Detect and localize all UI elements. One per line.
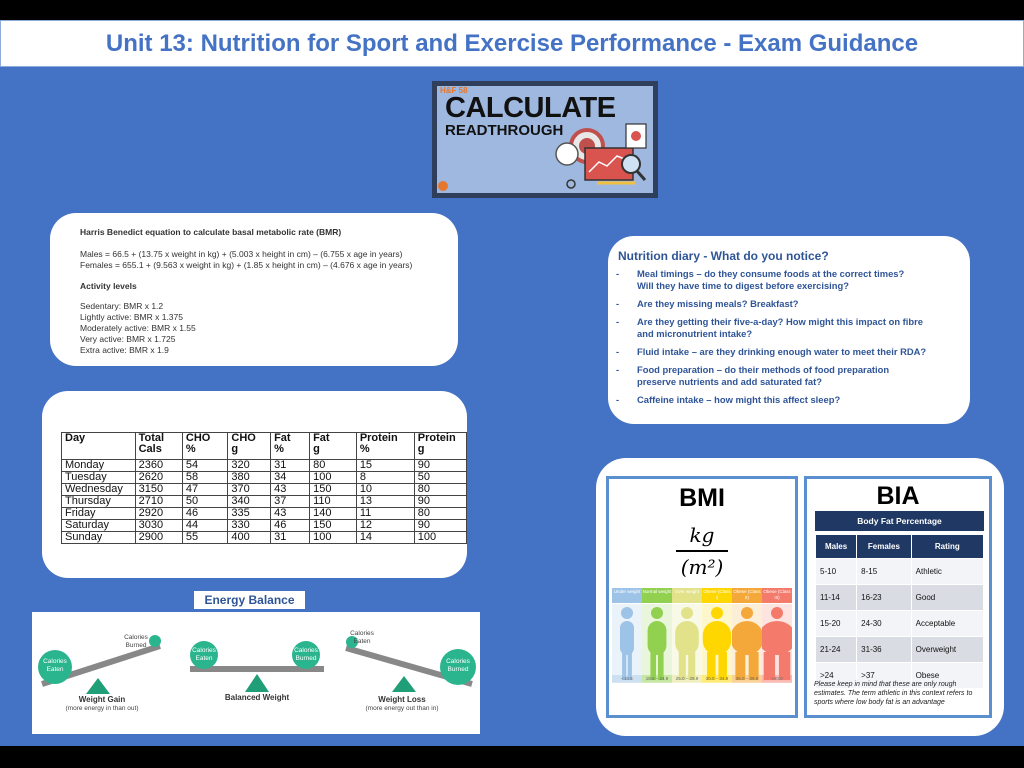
graphic-heading: CALCULATE bbox=[445, 92, 616, 124]
activity-heading: Activity levels bbox=[80, 281, 137, 291]
table-cell: 54 bbox=[182, 460, 228, 472]
header-text: % bbox=[274, 443, 284, 455]
header-text: Day bbox=[65, 432, 86, 444]
table-row bbox=[62, 532, 467, 544]
table-header-cell bbox=[271, 433, 310, 460]
table-cell: Tuesday bbox=[62, 472, 136, 484]
table-cell: 140 bbox=[310, 508, 357, 520]
table-cell: 400 bbox=[228, 532, 271, 544]
table-cell: 8 bbox=[356, 472, 414, 484]
loss-burned-label: Calories Burned bbox=[446, 658, 470, 673]
activity-level: Lightly active: BMR x 1.375 bbox=[80, 312, 183, 322]
page-title: Unit 13: Nutrition for Sport and Exercise Performance - Exam Guidance bbox=[0, 20, 1024, 67]
table-cell: 90 bbox=[414, 496, 466, 508]
table-row bbox=[62, 472, 467, 484]
bullet-dash: - bbox=[616, 268, 620, 279]
table-header-cell bbox=[414, 433, 466, 460]
bmr-males-equation: Males = 66.5 + (13.75 x weight in kg) + (5.003 x height in cm) – (6.755 x age in years) bbox=[80, 249, 403, 259]
gain-burned-label: Calories Burned bbox=[124, 634, 148, 649]
table-row bbox=[62, 484, 467, 496]
bmi-range-label: 25.0 – 29.9 bbox=[672, 675, 702, 683]
bmi-title: BMI bbox=[679, 484, 725, 512]
table-cell: 55 bbox=[182, 532, 228, 544]
weight-loss-title: Weight Loss bbox=[378, 695, 426, 704]
table-header-row bbox=[62, 433, 467, 460]
bia-note: Please keep in mind that these are only rough estimates. The term athletic in this context refers to sports where low body fat is an advantage bbox=[814, 681, 973, 706]
body-figure-icon bbox=[642, 604, 672, 682]
bia-card bbox=[804, 476, 992, 718]
table-cell: 43 bbox=[271, 484, 310, 496]
diary-question-line: Fluid intake – are they drinking enough water to meet their RDA? bbox=[637, 346, 927, 357]
table-cell: 2920 bbox=[135, 508, 182, 520]
table-cell: 340 bbox=[228, 496, 271, 508]
bmi-category-row bbox=[612, 588, 792, 603]
diary-question-line: Meal timings – do they consume foods at the correct times? bbox=[637, 268, 905, 279]
header-text: Fat bbox=[313, 432, 330, 444]
bmi-range-label: 18.5 – 24.9 bbox=[642, 675, 672, 683]
bia-cell: Athletic bbox=[911, 559, 983, 585]
table-cell: 50 bbox=[182, 496, 228, 508]
header-text: Protein bbox=[359, 432, 398, 444]
energy-balance-illustration bbox=[32, 612, 480, 734]
body-figure-icon bbox=[702, 604, 732, 682]
balanced-weight-title: Balanced Weight bbox=[224, 693, 290, 702]
table-cell: Thursday bbox=[62, 496, 136, 508]
bmi-range-label: 35.0 – 39.9 bbox=[732, 675, 762, 683]
bmi-category-label: Obese (Class III) bbox=[762, 588, 792, 603]
table-cell: 31 bbox=[271, 532, 310, 544]
diary-question bbox=[616, 364, 961, 388]
body-figure-icon bbox=[762, 604, 792, 682]
table-cell: 150 bbox=[310, 484, 357, 496]
activity-level: Very active: BMR x 1.725 bbox=[80, 334, 176, 344]
diary-question-line: and micronutrient intake? bbox=[637, 328, 753, 339]
calculate-readthrough-graphic bbox=[432, 81, 658, 198]
bia-row bbox=[816, 585, 984, 611]
diary-question bbox=[616, 394, 961, 406]
header-text: g bbox=[313, 443, 320, 455]
table-cell: 44 bbox=[182, 520, 228, 532]
table-cell: 2710 bbox=[135, 496, 182, 508]
table-cell: Saturday bbox=[62, 520, 136, 532]
bullet-dash: - bbox=[616, 316, 620, 327]
gain-eaten-label: Calories Eaten bbox=[43, 658, 67, 673]
bia-header-row bbox=[816, 535, 984, 559]
header-text: Total bbox=[138, 432, 165, 444]
table-cell: 31 bbox=[271, 460, 310, 472]
bia-row bbox=[816, 559, 984, 585]
bottom-black-bar bbox=[0, 746, 1024, 768]
table-cell: 47 bbox=[182, 484, 228, 496]
diary-question-line: Food preparation – do their methods of food preparation bbox=[637, 364, 890, 375]
bmi-category-label: Normal weight bbox=[642, 588, 672, 603]
bullet-dash: - bbox=[616, 346, 620, 357]
bia-cell: 8-15 bbox=[857, 559, 912, 585]
bia-cell: 11-14 bbox=[816, 585, 857, 611]
diary-question-line: Are they getting their five-a-day? How might this impact on fibre bbox=[637, 316, 923, 327]
activity-level: Extra active: BMR x 1.9 bbox=[80, 345, 169, 355]
table-cell: 110 bbox=[310, 496, 357, 508]
calculator-illustration-icon bbox=[437, 86, 653, 193]
bmi-category-label: Under weight bbox=[612, 588, 642, 603]
bia-cell: Overweight bbox=[911, 637, 983, 663]
table-cell: 90 bbox=[414, 460, 466, 472]
table-cell: 380 bbox=[228, 472, 271, 484]
diary-question bbox=[616, 346, 961, 358]
bia-cell: 24-30 bbox=[857, 611, 912, 637]
bmi-category-label: Over weight bbox=[672, 588, 702, 603]
balanced-eaten-label: Calories Eaten bbox=[192, 647, 216, 662]
bmi-figures bbox=[612, 604, 792, 682]
table-cell: 100 bbox=[310, 472, 357, 484]
diary-question bbox=[616, 298, 961, 310]
bia-cell: 5-10 bbox=[816, 559, 857, 585]
diary-question-list bbox=[616, 268, 961, 412]
bmi-category-label: Obese (Class II) bbox=[732, 588, 762, 603]
intake-table-panel bbox=[42, 391, 467, 578]
table-cell: 2360 bbox=[135, 460, 182, 472]
header-text: CHO bbox=[185, 432, 211, 444]
weight-gain-sub: (more energy in than out) bbox=[65, 705, 139, 712]
bia-cell: 31-36 bbox=[857, 637, 912, 663]
bia-cell: 15-20 bbox=[816, 611, 857, 637]
table-cell: Monday bbox=[62, 460, 136, 472]
bullet-dash: - bbox=[616, 394, 620, 405]
table-cell: 11 bbox=[356, 508, 414, 520]
seesaw-icon bbox=[32, 612, 480, 734]
table-row bbox=[62, 496, 467, 508]
table-cell: Friday bbox=[62, 508, 136, 520]
header-text: Fat bbox=[274, 432, 291, 444]
table-cell: 37 bbox=[271, 496, 310, 508]
activity-level: Sedentary: BMR x 1.2 bbox=[80, 301, 164, 311]
table-cell: 43 bbox=[271, 508, 310, 520]
bia-title: BIA bbox=[876, 482, 920, 510]
table-cell: 150 bbox=[310, 520, 357, 532]
bmi-range-label: >40.0 bbox=[762, 675, 792, 683]
table-cell: 80 bbox=[414, 484, 466, 496]
bia-cell: Obese bbox=[911, 663, 983, 689]
table-row bbox=[62, 520, 467, 532]
bmr-females-equation: Females = 655.1 + (9.563 x weight in kg) + (1.85 x height in cm) – (4.676 x age in years) bbox=[80, 260, 413, 270]
graphic-tag: H&F 58 bbox=[440, 86, 468, 95]
table-cell: 80 bbox=[310, 460, 357, 472]
bia-header-cell: Rating bbox=[911, 535, 983, 559]
table-cell: 2620 bbox=[135, 472, 182, 484]
top-black-bar bbox=[0, 0, 1024, 20]
table-cell: Sunday bbox=[62, 532, 136, 544]
bia-row bbox=[816, 637, 984, 663]
bmr-panel bbox=[50, 213, 458, 366]
table-cell: 50 bbox=[414, 472, 466, 484]
bia-cell: >37 bbox=[857, 663, 912, 689]
bmi-card bbox=[606, 476, 798, 718]
bmi-formula bbox=[609, 523, 795, 579]
table-cell: 100 bbox=[414, 532, 466, 544]
table-header-cell bbox=[182, 433, 228, 460]
bmr-heading: Harris Benedict equation to calculate basal metabolic rate (BMR) bbox=[80, 227, 342, 237]
table-cell: 34 bbox=[271, 472, 310, 484]
diary-question-line: Will they have time to digest before exercising? bbox=[637, 280, 849, 291]
header-text: % bbox=[359, 443, 370, 455]
table-header-cell bbox=[135, 433, 182, 460]
table-cell: 320 bbox=[228, 460, 271, 472]
diary-question bbox=[616, 316, 961, 340]
table-cell: 100 bbox=[310, 532, 357, 544]
table-row bbox=[62, 508, 467, 520]
body-fat-table bbox=[815, 534, 984, 689]
body-fat-table-title: Body Fat Percentage bbox=[815, 511, 984, 531]
table-cell: 46 bbox=[182, 508, 228, 520]
header-text: Protein bbox=[417, 432, 456, 444]
bmi-numerator: kg bbox=[689, 523, 715, 547]
bmi-category-label: Obese (Class I) bbox=[702, 588, 732, 603]
table-cell: 330 bbox=[228, 520, 271, 532]
bia-cell: >24 bbox=[816, 663, 857, 689]
body-figure-icon bbox=[672, 604, 702, 682]
bmi-range-label: 30.0 – 34.9 bbox=[702, 675, 732, 683]
diary-title: Nutrition diary - What do you notice? bbox=[618, 249, 829, 263]
body-figure-icon bbox=[732, 604, 762, 682]
header-text: % bbox=[185, 443, 196, 455]
table-header-cell bbox=[356, 433, 414, 460]
table-header-cell bbox=[310, 433, 357, 460]
table-header-cell bbox=[62, 433, 136, 460]
table-cell: 2900 bbox=[135, 532, 182, 544]
header-text: CHO bbox=[231, 432, 256, 444]
body-figure-icon bbox=[612, 604, 642, 682]
bia-header-cell: Males bbox=[816, 535, 857, 559]
table-cell: 90 bbox=[414, 520, 466, 532]
bia-cell: 21-24 bbox=[816, 637, 857, 663]
bullet-dash: - bbox=[616, 298, 620, 309]
table-header-cell bbox=[228, 433, 271, 460]
bia-cell: Acceptable bbox=[911, 611, 983, 637]
header-text: g bbox=[231, 443, 239, 455]
table-cell: 80 bbox=[414, 508, 466, 520]
fraction-bar bbox=[676, 550, 728, 552]
weekly-intake-table bbox=[61, 432, 467, 544]
table-cell: 58 bbox=[182, 472, 228, 484]
table-cell: 14 bbox=[356, 532, 414, 544]
table-cell: 370 bbox=[228, 484, 271, 496]
table-cell: Wednesday bbox=[62, 484, 136, 496]
table-cell: 3030 bbox=[135, 520, 182, 532]
diary-question bbox=[616, 268, 961, 292]
table-row bbox=[62, 460, 467, 472]
energy-balance-label: Energy Balance bbox=[194, 591, 305, 609]
table-cell: 46 bbox=[271, 520, 310, 532]
table-cell: 15 bbox=[356, 460, 414, 472]
bia-header-cell: Females bbox=[857, 535, 912, 559]
weight-loss-sub: (more energy out than in) bbox=[365, 705, 439, 712]
balanced-burned-label: Calories Burned bbox=[294, 647, 318, 662]
table-cell: 335 bbox=[228, 508, 271, 520]
table-cell: 3150 bbox=[135, 484, 182, 496]
nutrition-diary-panel bbox=[608, 236, 970, 424]
bia-row bbox=[816, 611, 984, 637]
bmi-range-row bbox=[612, 675, 792, 683]
table-cell: 12 bbox=[356, 520, 414, 532]
bia-cell: Good bbox=[911, 585, 983, 611]
diary-question-line: preserve nutrients and add saturated fat? bbox=[637, 376, 822, 387]
weight-gain-title: Weight Gain bbox=[78, 695, 126, 704]
header-text: g bbox=[417, 443, 425, 455]
diary-question-line: Caffeine intake – how might this affect sleep? bbox=[637, 394, 841, 405]
bullet-dash: - bbox=[616, 364, 620, 375]
table-cell: 13 bbox=[356, 496, 414, 508]
diary-question-line: Are they missing meals? Breakfast? bbox=[637, 298, 799, 309]
header-text: Cals bbox=[138, 443, 162, 455]
graphic-subheading: READTHROUGH bbox=[445, 122, 564, 139]
activity-level: Moderately active: BMR x 1.55 bbox=[80, 323, 196, 333]
bia-cell: 16-23 bbox=[857, 585, 912, 611]
table-cell: 10 bbox=[356, 484, 414, 496]
loss-eaten-label: Calories Eaten bbox=[350, 630, 374, 645]
bmi-denominator: (m²) bbox=[680, 554, 724, 579]
bmi-range-label: <18.5 bbox=[612, 675, 642, 683]
